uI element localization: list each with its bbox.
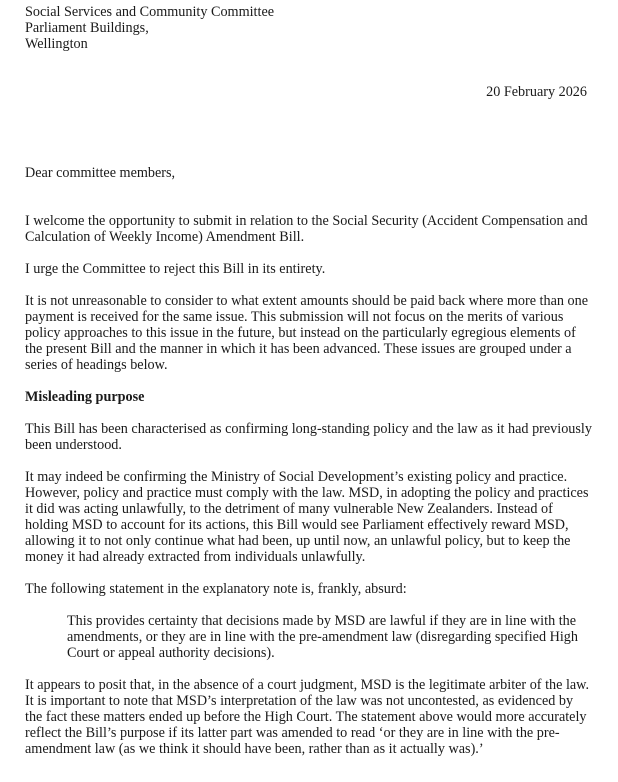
section-paragraph-3: The following statement in the explanatory note is, frankly, absurd: <box>25 581 407 597</box>
explanatory-note-quote: This provides certainty that decisions made by MSD are lawful if they are in line with the amendments, or they are in line with the pre-amendment law (disregarding specified High Court or appeal authority decisions). <box>67 613 578 661</box>
address-line-city: Wellington <box>25 36 88 52</box>
recipient-address <box>25 4 593 52</box>
intro-paragraph-2: I urge the Committee to reject this Bill in its entirety. <box>25 261 326 277</box>
section-paragraph-2: It may indeed be confirming the Ministry of Social Development’s existing policy and practice. However, policy and practice must comply with the law. MSD, in adopting the policy and practices it did was acting unlawfully, to the detriment of many vulnerable New Zealanders. Instead of holding MSD to account for its actions, this Bill would see Parliament effectively reward MSD, allowing it to not only continue what had been, up until now, an unlawful policy, but to keep the money it had already extracted from individuals unlawfully. <box>25 469 589 565</box>
letter-date: 20 February 2026 <box>486 84 587 100</box>
section-paragraph-1: This Bill has been characterised as confirming long-standing policy and the law as it had previously been understood. <box>25 421 592 453</box>
intro-paragraph-1: I welcome the opportunity to submit in relation to the Social Security (Accident Compensation and Calculation of Weekly Income) Amendment Bill. <box>25 213 588 245</box>
address-line-building: Parliament Buildings, <box>25 20 149 36</box>
section-heading-misleading-purpose: Misleading purpose <box>25 389 145 405</box>
address-line-committee: Social Services and Community Committee <box>25 4 275 20</box>
letter-body <box>25 213 593 773</box>
intro-paragraph-3: It is not unreasonable to consider to what extent amounts should be paid back where more than one payment is received for the same issue. This submission will not focus on the merits of various policy approaches to this issue in the future, but instead on the particularly egregious elements of the present Bill and the manner in which it has been advanced. These issues are grouped under a series of headings below. <box>25 293 589 373</box>
section-paragraph-4: It appears to posit that, in the absence of a court judgment, MSD is the legitimate arbiter of the law. It is important to note that MSD’s interpretation of the law was not uncontested, as evidenced by the fact these matters ended up before the High Court. The statement above would more accurately reflect the Bill’s purpose if its latter part was amended to read ‘or they are in line with the pre-amendment law (as we think it should have been, rather than as it actually was).’ <box>25 677 590 757</box>
salutation: Dear committee members, <box>25 165 176 181</box>
